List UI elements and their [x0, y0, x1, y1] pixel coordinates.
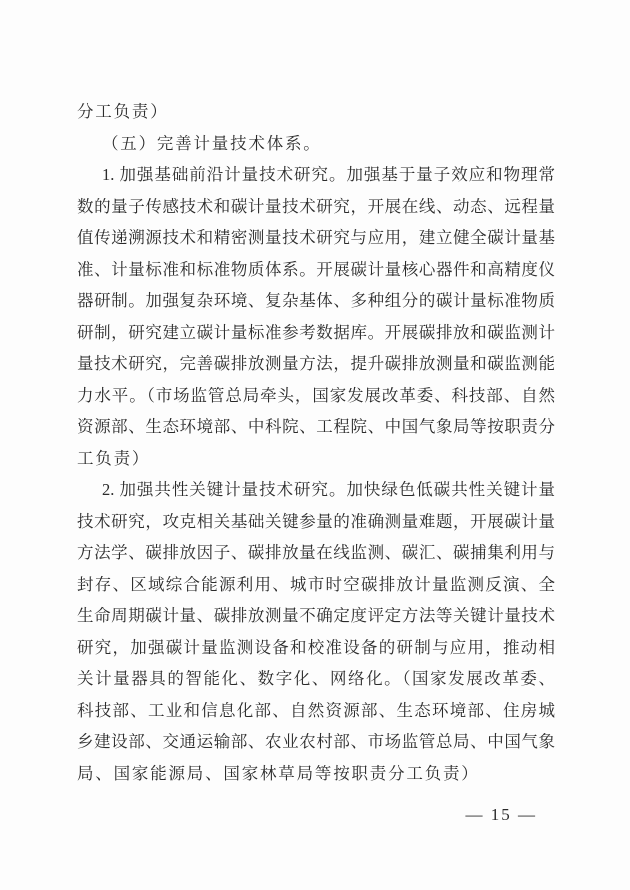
text-line: 技术研究，攻克相关基础关键参量的准确测量难题，开展碳计量: [77, 511, 555, 531]
text-line: 2. 加强共性关键计量技术研究。加快绿色低碳共性关键计量: [102, 480, 555, 499]
text-line: 局、国家能源局、国家林草局等按职责分工负责）: [77, 763, 480, 783]
text-line: 准、计量标准和标准物质体系。开展碳计量核心器件和高精度仪: [77, 259, 555, 279]
text-line: 资源部、生态环境部、中科院、工程院、中国气象局等按职责分: [77, 417, 555, 436]
text-line: 乡建设部、交通运输部、农业农村部、市场监管总局、中国气象: [77, 732, 555, 751]
document-text-block: [77, 96, 555, 789]
text-line: 关计量器具的智能化、数字化、网络化。（国家发展改革委、: [77, 669, 555, 688]
text-line: 生命周期碳计量、碳排放测量不确定度评定方法等关键计量技术: [77, 606, 555, 625]
text-line: 封存、区域综合能源利用、城市时空碳排放计量监测反演、全: [77, 574, 555, 594]
text-line: 力水平。（市场监管总局牵头，国家发展改革委、科技部、自然: [77, 385, 555, 405]
page-number: — 15 —: [465, 805, 537, 824]
text-line: 值传递溯源技术和精密测量技术研究与应用，建立健全碳计量基: [77, 228, 555, 247]
text-line: 量技术研究，完善碳排放测量方法，提升碳排放测量和碳监测能: [77, 354, 555, 373]
text-line: 分工负责）: [77, 102, 169, 121]
text-line: 数的量子传感技术和碳计量技术研究，开展在线、动态、远程量: [77, 196, 555, 216]
text-line: 方法学、碳排放因子、碳排放量在线监测、碳汇、碳捕集利用与: [77, 543, 555, 562]
text-line: 研究，加强碳计量监测设备和校准设备的研制与应用，推动相: [77, 637, 555, 657]
text-line: 1. 加强基础前沿计量技术研究。加强基于量子效应和物理常: [102, 165, 555, 184]
section-heading: （五）完善计量技术体系。: [102, 133, 322, 153]
text-line: 科技部、工业和信息化部、自然资源部、生态环境部、住房城: [77, 700, 555, 720]
text-line: 研制，研究建立碳计量标准参考数据库。开展碳排放和碳监测计: [77, 322, 555, 342]
text-line: 工负责）: [77, 448, 151, 468]
text-line: 器研制。加强复杂环境、复杂基体、多种组分的碳计量标准物质: [77, 291, 555, 310]
